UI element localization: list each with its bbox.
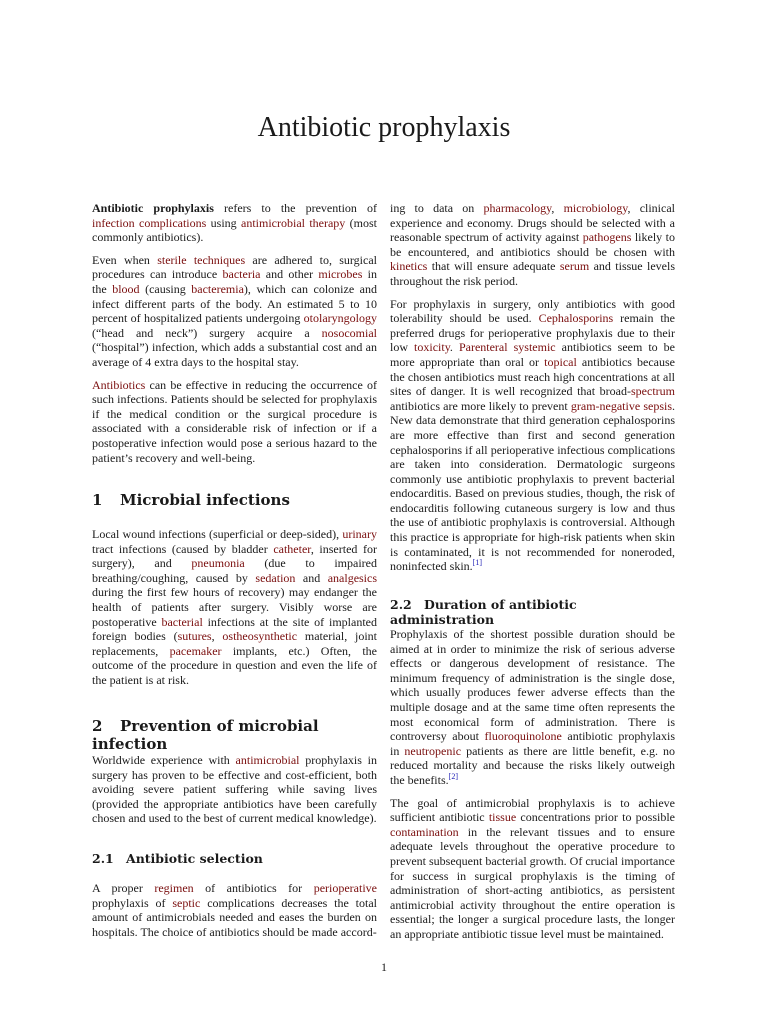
link[interactable]: spectrum bbox=[631, 384, 675, 399]
link[interactable]: analgesics bbox=[327, 570, 378, 585]
intro-paragraph-1: Antibiotic prophylaxis refers to the prevention of infection complications using antimicrobial therapy (most commonly antibiotics). bbox=[92, 201, 377, 245]
link[interactable]: microbiology bbox=[563, 201, 628, 215]
link[interactable]: sedation bbox=[255, 570, 296, 585]
link[interactable]: neutropenic bbox=[404, 743, 462, 758]
link[interactable]: perioperative bbox=[313, 881, 377, 895]
section-2-1-paragraph-2: For prophylaxis in surgery, only antibiotics with good tolerability should be used. Cephalosporins remain the preferred drugs for perioperative prophylaxis due to their low toxicity. Parenteral systemic antibiotics seem to be more appropriate than oral or topical antibiotics because the chosen antibiotics must reach high concentrations at all sites of danger. It is well recognized that broad-spectrum antibiotics are more likely to prevent gram-negative sepsis. New data demonstrate that third generation cephalosporins are more effective than first and second generation cephalosporins if all perioperative infectious complications are taken into consideration. Dermatologic surgeons commonly use antibiotic prophylaxis to prevent bacterial endocarditis. Based on previous studies, though, the risk of endocarditis following cutaneous surgery is low and thus the use of antibiotic prophylaxis is controversial. Although this practice is appropriate for high-risk patients when skin is contaminated, it is not recommended for noneroded, noninfected skin.[1] bbox=[390, 296, 676, 574]
section-2-paragraph: Worldwide experience with antimicrobial prophylaxis in surgery has proven to be effective and cost-efficient, both avoiding severe patient suffering while saving lives (provided the appropriate antibiotics have been carefully chosen and used to the best of current medical knowledge). bbox=[92, 753, 377, 826]
intro-paragraph-3: Antibiotics can be effective in reducing the occurrence of such infections. Patients should be selected for prophylaxis if the medical condition or the surgical procedure is associated with a considerable risk of infection or if a postoperative infection would pose a serious hazard to the patient’s recovery and well-being. bbox=[92, 377, 377, 465]
link[interactable]: gram-negative sepsis bbox=[570, 398, 672, 413]
link[interactable]: sutures bbox=[177, 629, 212, 644]
section-heading-2: 2 Prevention of microbial infection bbox=[92, 717, 319, 753]
subsection-heading-2-2: 2.2 Duration of antibiotic administration bbox=[390, 597, 577, 627]
page-number: 1 bbox=[381, 960, 387, 974]
link[interactable]: Cephalosporins bbox=[538, 311, 614, 326]
link[interactable]: pacemaker bbox=[169, 643, 222, 658]
link[interactable]: bacteremia bbox=[191, 281, 244, 296]
subsection-heading-2-1: 2.1 Antibiotic selection bbox=[92, 851, 263, 866]
link[interactable]: serum bbox=[559, 259, 590, 274]
section-heading-1: 1 Microbial infections bbox=[92, 491, 290, 509]
section-2-2-paragraph-2: The goal of antimicrobial prophylaxis is to achieve sufficient antibiotic tissue concentrations prior to possible contamination in the relevant tissues and to ensure adequate levels throughout the operative procedure to prevent subsequent bacterial growth. Of crucial importance for success in surgical prophylaxis is the timing of administration of short-acting antibiotics, as persistent antimicrobial activity throughout the entire operation is essential; the longer a surgical procedure lasts, the longer an appropriate antibiotic tissue level must be maintained. bbox=[390, 795, 675, 941]
term-bold: Antibiotic prophylaxis bbox=[92, 201, 214, 215]
link[interactable]: infection complications bbox=[92, 215, 207, 230]
intro-paragraph-2: Even when sterile techniques are adhered to, surgical procedures can introduce bacteria and other microbes in the blood (causing bacteremia), which can colonize and infect different parts of the body. An estimated 5 to 10 percent of hospitalized patients undergoing otolaryngology (“head and neck”) surgery acquire a nosocomial (“hospital”) infection, which adds a substantial cost and an average of 4 extra days to the hospital stay. bbox=[92, 252, 378, 369]
link[interactable]: Parenteral systemic bbox=[458, 340, 556, 355]
link[interactable]: contamination bbox=[390, 824, 459, 839]
link[interactable]: tissue bbox=[488, 810, 517, 825]
article-title: Antibiotic prophylaxis bbox=[257, 112, 511, 143]
link[interactable]: pneumonia bbox=[191, 556, 245, 571]
link[interactable]: topical bbox=[544, 354, 577, 369]
link[interactable]: septic bbox=[172, 895, 201, 910]
link[interactable]: fluoroquinolone bbox=[484, 729, 562, 744]
link[interactable]: pathogens bbox=[582, 230, 632, 245]
link[interactable]: otolaryngology bbox=[303, 311, 377, 326]
link[interactable]: urinary bbox=[342, 527, 377, 541]
link[interactable]: kinetics bbox=[390, 259, 428, 274]
link[interactable]: Antibiotics bbox=[92, 377, 146, 392]
link[interactable]: regimen bbox=[154, 881, 194, 895]
section-2-1-paragraph-1-end: ing to data on pharmacology, microbiology, clinical experience and economy. Drugs should be selected with a reasonable spectrum of activity against pathogens likely to be encountered, and antibiotics should be chosen with kinetics that will ensure adequate serum and tissue levels throughout the risk period. bbox=[390, 201, 676, 288]
citation-ref[interactable]: [2] bbox=[448, 771, 458, 781]
link[interactable]: catheter bbox=[273, 541, 311, 556]
link[interactable]: toxicity bbox=[414, 340, 450, 355]
section-2-2-paragraph-1: Prophylaxis of the shortest possible duration should be aimed at in order to minimize the risk of serious adverse effects or dangerous development of resistance. The minimum frequency of administration is the single dose, which usually produces fewer adverse effects than the multiple dosage and at the same time often represents the most economical form of administration. There is controversy about fluoroquinolone antibiotic prophylaxis in neutropenic patients as there are little benefit, e.g. no reduced mortality and because the risks likely outweigh the benefits.[2] bbox=[390, 627, 675, 787]
citation-ref[interactable]: [1] bbox=[472, 558, 482, 568]
link[interactable]: sterile techniques bbox=[157, 252, 246, 267]
link[interactable]: microbes bbox=[318, 267, 363, 282]
link[interactable]: pharmacology bbox=[483, 201, 552, 215]
section-1-paragraph: Local wound infections (superficial or deep-sided), urinary tract infections (caused by bladder catheter, inserted for surgery), and pneumonia (due to impaired breathing/coughing, caused by sedation and analgesics during the first few hours of recovery) may endanger the health of patients after surgery. Visibly worse are postoperative bacterial infections at the site of implanted foreign bodies (sutures, ostheosynthetic material, joint replacements, pacemaker implants, etc.) Often, the outcome of the procedure in question and even the life of the patient is at risk. bbox=[92, 527, 378, 687]
link[interactable]: bacterial bbox=[161, 614, 203, 629]
link[interactable]: ostheosynthetic bbox=[222, 629, 298, 644]
link[interactable]: antimicrobial bbox=[235, 753, 300, 767]
link[interactable]: nosocomial bbox=[321, 325, 377, 340]
link[interactable]: blood bbox=[112, 281, 140, 296]
link[interactable]: antimicrobial therapy bbox=[241, 215, 346, 230]
link[interactable]: bacteria bbox=[222, 267, 261, 282]
section-2-1-paragraph-1-start: A proper regimen of antibiotics for perioperative prophylaxis of septic complications decreases the total amount of antimicrobials needed and eases the burden on hospitals. The choice of antibiotics should be made accord- bbox=[92, 881, 377, 939]
